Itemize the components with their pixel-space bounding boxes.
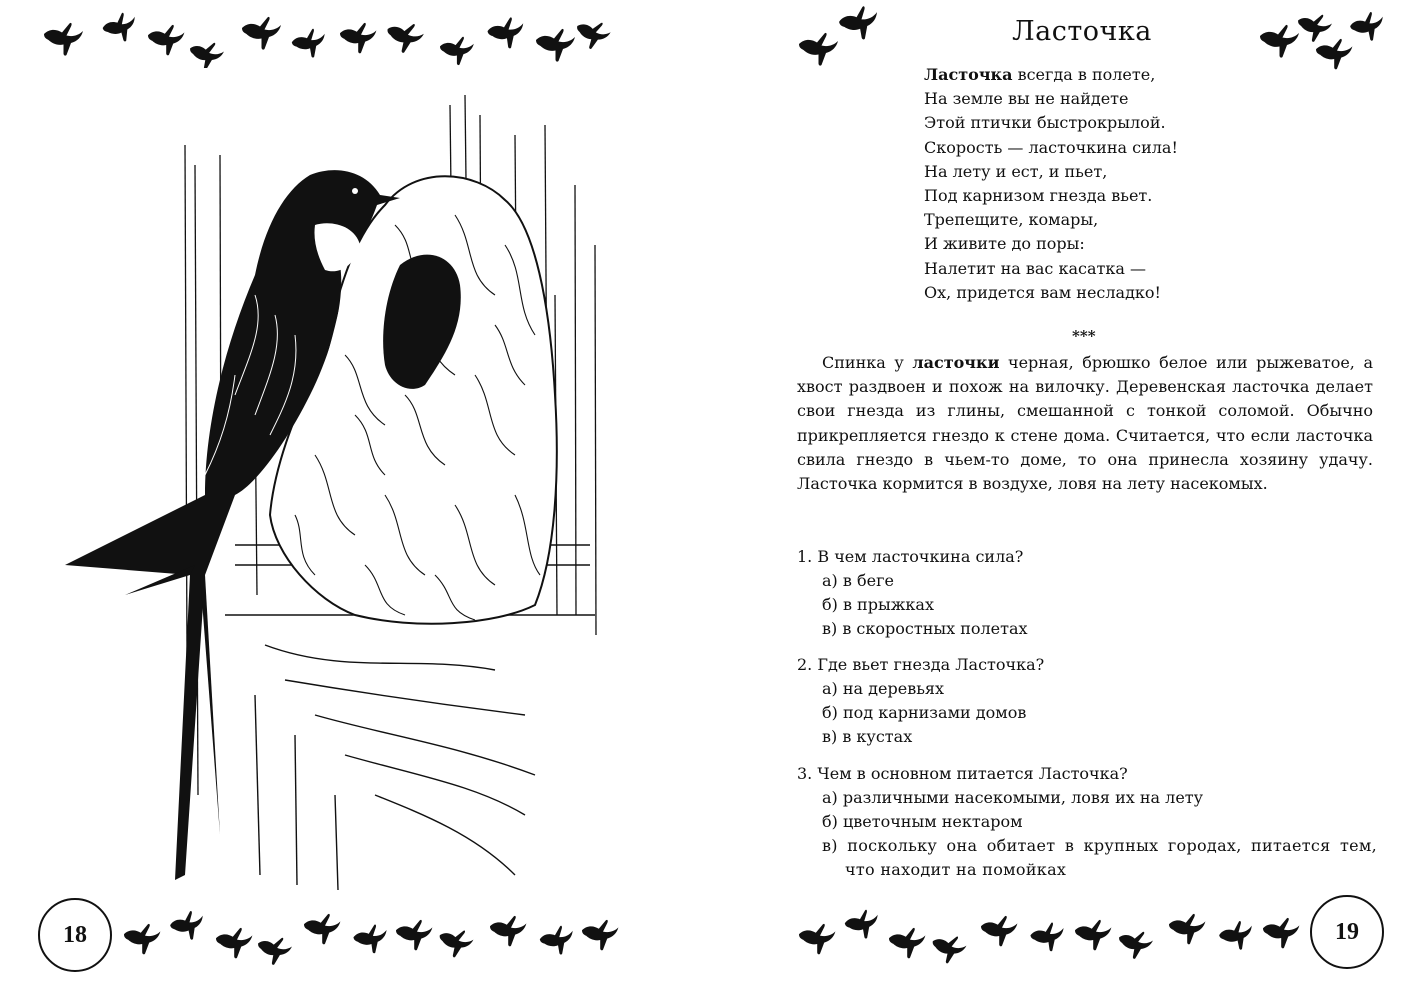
bottom-bird-border-right (797, 905, 1312, 965)
answer-option: а) различными насекомыми, ловя их на лету (822, 788, 1204, 807)
question-text: 2. Где вьет гнезда Ласточка? (797, 655, 1045, 674)
answer-option: а) в беге (822, 571, 894, 590)
question-1 (797, 545, 1377, 641)
right-page (712, 0, 1425, 1006)
answer-option: б) под карнизами домов (822, 703, 1027, 722)
bottom-bird-border-left (120, 905, 630, 965)
poem-line: На земле вы не найдете (924, 89, 1129, 109)
poem-line: Ласточка всегда в полете, (924, 65, 1156, 84)
poem-line: Ох, придется вам несладко! (924, 282, 1161, 302)
page-number-right: 19 (1310, 895, 1384, 969)
page-title: Ласточка (1012, 16, 1152, 47)
section-separator: *** (1072, 327, 1096, 345)
poem-line: И живите до поры: (924, 234, 1085, 254)
question-2 (797, 653, 1377, 749)
answer-option: в) в скоростных полетах (822, 619, 1028, 638)
answer-option: б) цветочным нектаром (822, 812, 1023, 831)
page-number-left: 18 (38, 898, 112, 972)
poem-line: На лету и ест, и пьет, (924, 161, 1108, 181)
question-text: 1. В чем ласточкина сила? (797, 547, 1024, 566)
top-bird-border-left (40, 8, 620, 68)
swallow-illustration (55, 95, 615, 895)
poem-line: Налетит на вас касатка — (924, 258, 1146, 278)
question-text: 3. Чем в основном питается Ласточка? (797, 764, 1128, 783)
answer-option: в) поскольку она обитает в крупных городах, питается тем, что находит на помойках (822, 836, 1377, 879)
question-3 (797, 762, 1377, 882)
answer-option: б) в прыжках (822, 595, 934, 614)
poem-line: Этой птички быстрокрылой. (924, 113, 1166, 133)
poem-line: Трепещите, комары, (924, 210, 1099, 230)
prose-paragraph: Спинка у ласточки черная, брюшко белое или рыжеватое, а хвост раздвоен и похож на вилочку. Деревенская ласточка делает свои гнезда из глины, смешанной с тонкой соломой. Обычно прикрепляется гнездо к стене дома. Считается, что если ласточка свила гнездо в чьем-то доме, то она принесла хозяину удачу. Ласточка кормится в воздухе, ловя на лету насекомых. (797, 353, 1373, 494)
poem-line: Под карнизом гнезда вьет. (924, 186, 1153, 206)
answer-option: в) в кустах (822, 727, 913, 746)
left-page (0, 0, 712, 1006)
poem (924, 63, 1178, 305)
top-bird-border-right-right (1260, 8, 1390, 78)
answer-option: а) на деревьях (822, 679, 945, 698)
poem-line: Скорость — ласточкина сила! (924, 137, 1178, 157)
